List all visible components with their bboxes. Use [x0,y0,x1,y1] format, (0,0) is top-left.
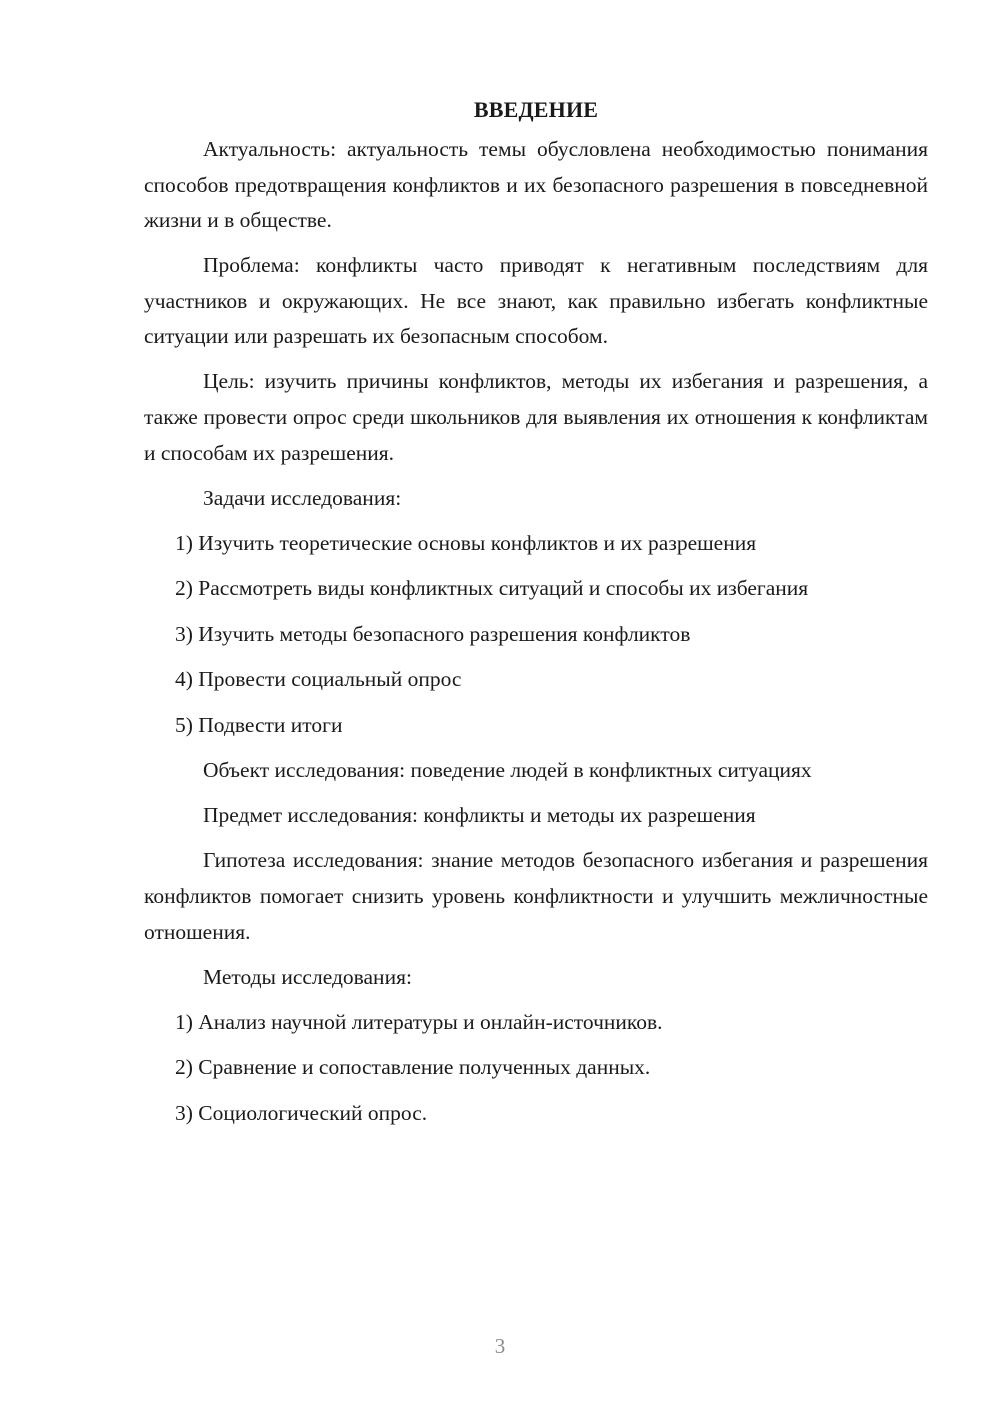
method-item: 2) Сравнение и сопоставление полученных данных. [175,1055,651,1080]
relevance-paragraph: Актуальность: актуальность темы обусловлена необходимостью понимания способов предотвращения конфликтов и их безопасного разрешения в повседневной жизни и в обществе. [144,137,928,233]
task-item: 2) Рассмотреть виды конфликтных ситуаций и способы их избегания [175,576,809,601]
method-item: 3) Социологический опрос. [175,1100,428,1125]
tasks-list [144,526,928,744]
tasks-heading: Задачи исследования: [203,485,402,510]
hypothesis-paragraph: Гипотеза исследования: знание методов безопасного избегания и разрешения конфликтов помогает снизить уровень конфликтности и улучшить межличностные отношения. [144,848,928,944]
subject-paragraph: Предмет исследования: конфликты и методы их разрешения [203,803,756,828]
method-item: 1) Анализ научной литературы и онлайн-источников. [175,1009,663,1034]
task-item: 5) Подвести итоги [175,712,343,737]
task-item: 3) Изучить методы безопасного разрешения конфликтов [175,621,691,646]
page-number: 3 [494,1334,506,1358]
methods-list [144,1005,928,1132]
object-paragraph: Объект исследования: поведение людей в конфликтных ситуациях [203,758,812,783]
task-item: 4) Провести социальный опрос [175,667,462,692]
goal-paragraph: Цель: изучить причины конфликтов, методы их избегания и разрешения, а также провести опрос среди школьников для выявления их отношения к конфликтам и способам их разрешения. [144,369,928,465]
task-item: 1) Изучить теоретические основы конфликтов и их разрешения [175,530,757,555]
problem-paragraph: Проблема: конфликты часто приводят к негативным последствиям для участников и окружающих. Не все знают, как правильно избегать конфликтные ситуации или разрешать их безопасным способом. [144,253,928,349]
methods-heading: Методы исследования: [203,964,412,989]
document-page [144,92,928,1141]
page-title: ВВЕДЕНИЕ [473,97,599,122]
